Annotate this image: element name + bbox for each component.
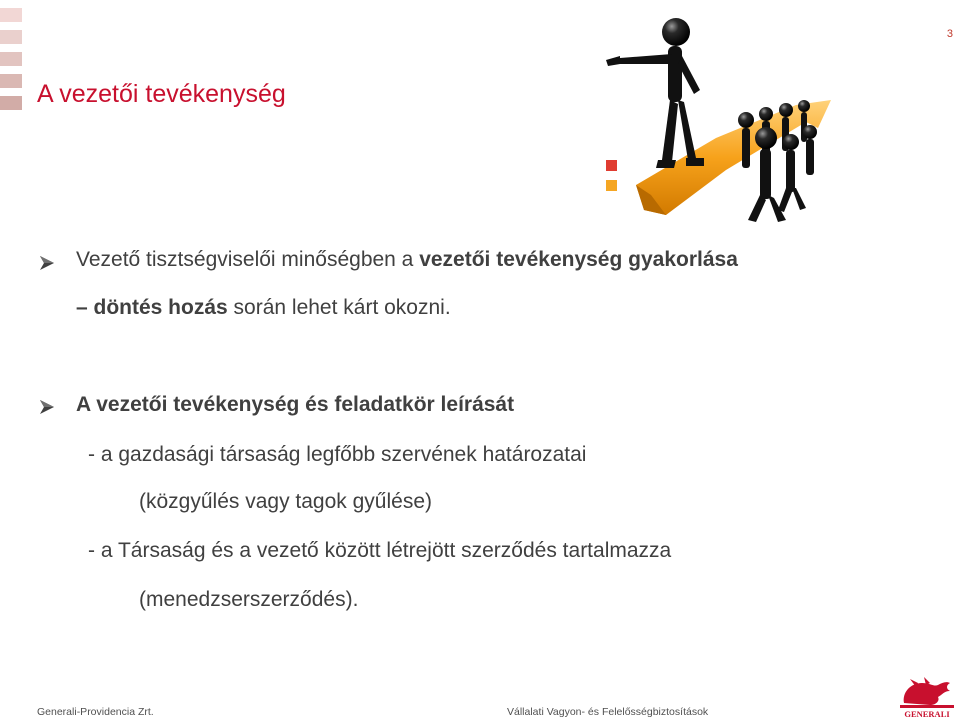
bullet-1-line-1-part-1: Vezető tisztségviselői minőségben a	[76, 248, 420, 271]
bullet-2-item-2: (közgyűlés vagy tagok gyűlése)	[139, 490, 432, 513]
footer-company: Generali-Providencia Zrt.	[37, 706, 154, 718]
decorative-stripes	[0, 0, 22, 110]
bullet-1-line-2-part-1: – döntés hozás	[76, 296, 228, 319]
bullet-1-line-1-part-2: vezetői tevékenység gyakorlása	[419, 248, 738, 271]
footer-department: Vállalati Vagyon- és Felelősségbiztosítások	[507, 706, 709, 718]
leader-illustration	[596, 10, 846, 238]
bullet-2-item-4: (menedzserszerződés).	[139, 588, 359, 611]
logo-text: GENERALI	[904, 709, 950, 719]
arrowhead-bullet-icon	[37, 397, 57, 417]
bullet-1-line-1	[76, 248, 738, 272]
bullet-1-line-2	[76, 296, 451, 320]
bullet-2-heading: A vezetői tevékenység és feladatkör leírását	[76, 393, 515, 416]
bullet-1-line-2-part-2: során lehet kárt okozni.	[227, 296, 451, 319]
slide-title: A vezetői tevékenység	[37, 80, 286, 108]
generali-logo-icon	[896, 675, 958, 719]
bullet-2-item-1: - a gazdasági társaság legfőbb szervének határozatai	[88, 443, 587, 466]
page-number: 3	[946, 28, 953, 40]
bullet-2-item-3: - a Társaság és a vezető között létrejött szerződés tartalmazza	[88, 539, 672, 562]
arrowhead-bullet-icon	[37, 253, 57, 273]
